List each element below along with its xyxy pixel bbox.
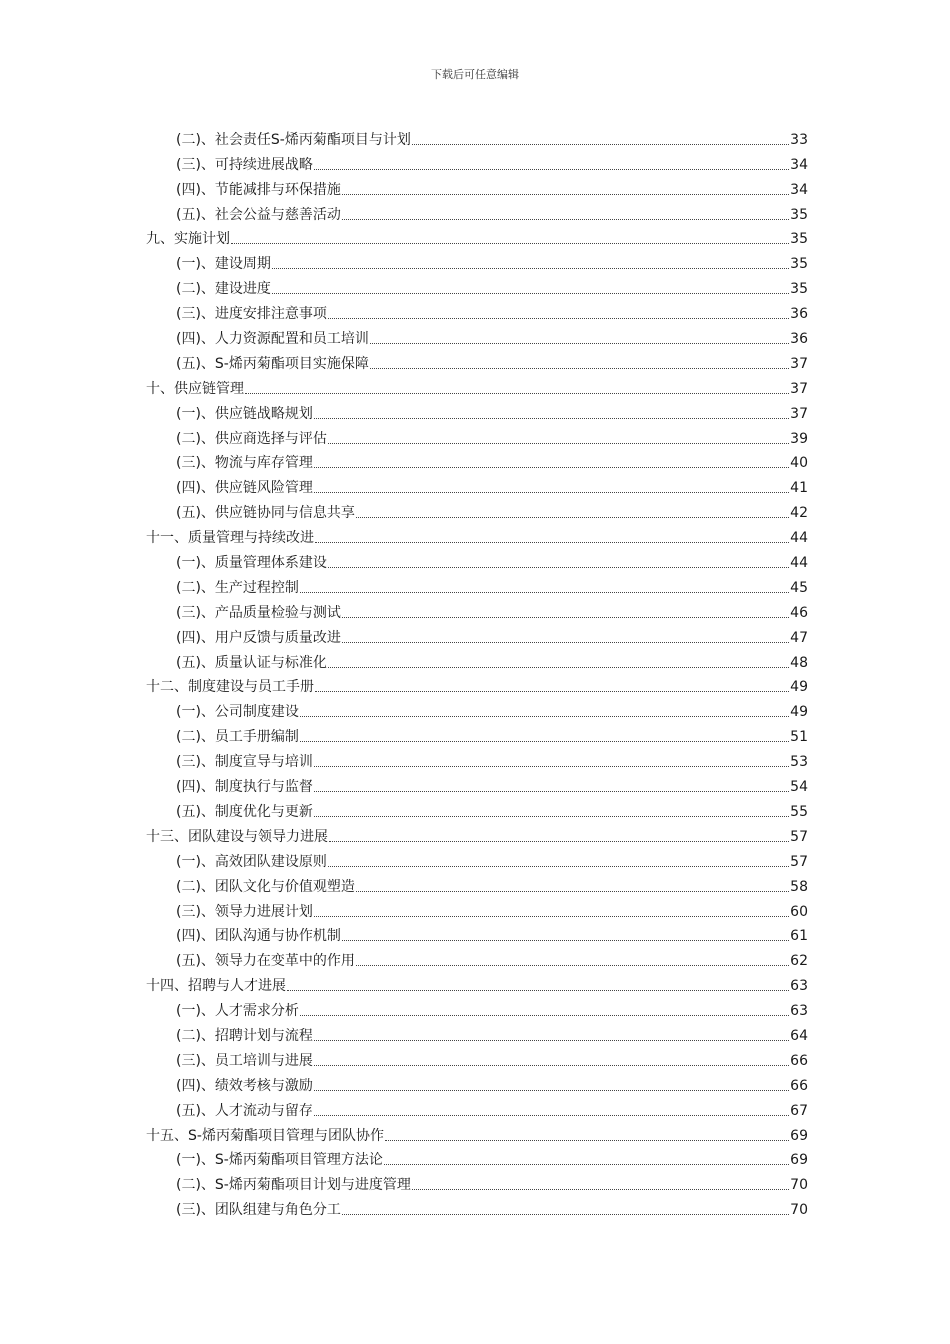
toc-chapter-entry[interactable] bbox=[146, 1120, 808, 1145]
toc-entry-title: (二)、生产过程控制 bbox=[176, 579, 299, 596]
toc-page-number: 49 bbox=[790, 704, 808, 721]
toc-entry-title: (五)、质量认证与标准化 bbox=[176, 654, 327, 671]
toc-page-number: 45 bbox=[790, 579, 808, 596]
toc-entry-title: (三)、制度宣导与培训 bbox=[176, 754, 313, 771]
toc-section-entry[interactable] bbox=[146, 1070, 808, 1095]
toc-section-entry[interactable] bbox=[146, 572, 808, 597]
toc-entry-title: (三)、物流与库存管理 bbox=[176, 455, 313, 472]
toc-page-number: 70 bbox=[790, 1177, 808, 1194]
toc-section-entry[interactable] bbox=[146, 423, 808, 448]
toc-entry-title: (二)、员工手册编制 bbox=[176, 729, 299, 746]
toc-dot-leader bbox=[342, 194, 789, 195]
toc-dot-leader bbox=[384, 1164, 789, 1165]
toc-section-entry[interactable] bbox=[146, 398, 808, 423]
toc-page-number: 49 bbox=[790, 679, 808, 696]
toc-section-entry[interactable] bbox=[146, 1169, 808, 1194]
toc-page-number: 48 bbox=[790, 654, 808, 671]
toc-dot-leader bbox=[412, 1189, 789, 1190]
toc-entry-title: (二)、建设进度 bbox=[176, 281, 271, 298]
toc-dot-leader bbox=[300, 716, 789, 717]
toc-dot-leader bbox=[272, 268, 789, 269]
toc-page-number: 47 bbox=[790, 629, 808, 646]
toc-page-number: 44 bbox=[790, 555, 808, 572]
toc-entry-title: (二)、S-烯丙菊酯项目计划与进度管理 bbox=[176, 1177, 411, 1194]
toc-page-number: 37 bbox=[790, 355, 808, 372]
toc-page-number: 33 bbox=[790, 131, 808, 148]
toc-dot-leader bbox=[342, 940, 789, 941]
toc-entry-title: (二)、招聘计划与流程 bbox=[176, 1027, 313, 1044]
toc-section-entry[interactable] bbox=[146, 323, 808, 348]
toc-section-entry[interactable] bbox=[146, 298, 808, 323]
toc-section-entry[interactable] bbox=[146, 348, 808, 373]
toc-section-entry[interactable] bbox=[146, 647, 808, 672]
toc-dot-leader bbox=[231, 243, 789, 244]
toc-entry-title: (四)、用户反馈与质量改进 bbox=[176, 629, 341, 646]
toc-entry-title: (四)、团队沟通与协作机制 bbox=[176, 928, 341, 945]
toc-page-number: 66 bbox=[790, 1077, 808, 1094]
toc-page-number: 36 bbox=[790, 331, 808, 348]
toc-entry-title: (三)、员工培训与进展 bbox=[176, 1052, 313, 1069]
toc-section-entry[interactable] bbox=[146, 622, 808, 647]
toc-dot-leader bbox=[356, 965, 789, 966]
toc-section-entry[interactable] bbox=[146, 1045, 808, 1070]
toc-entry-title: (二)、团队文化与价值观塑造 bbox=[176, 878, 355, 895]
toc-chapter-entry[interactable] bbox=[146, 224, 808, 249]
toc-section-entry[interactable] bbox=[146, 1145, 808, 1170]
toc-entry-title: (一)、建设周期 bbox=[176, 256, 271, 273]
toc-dot-leader bbox=[314, 418, 789, 419]
toc-page-number: 35 bbox=[790, 256, 808, 273]
toc-dot-leader bbox=[315, 542, 789, 543]
toc-section-entry[interactable] bbox=[146, 174, 808, 199]
toc-chapter-entry[interactable] bbox=[146, 821, 808, 846]
toc-entry-title: (一)、人才需求分析 bbox=[176, 1003, 299, 1020]
toc-entry-title: (三)、可持续进展战略 bbox=[176, 156, 313, 173]
toc-chapter-entry[interactable] bbox=[146, 970, 808, 995]
toc-entry-title: 十四、招聘与人才进展 bbox=[146, 978, 286, 995]
toc-section-entry[interactable] bbox=[146, 1020, 808, 1045]
toc-page-number: 44 bbox=[790, 530, 808, 547]
toc-section-entry[interactable] bbox=[146, 945, 808, 970]
toc-entry-title: (三)、产品质量检验与测试 bbox=[176, 604, 341, 621]
toc-entry-title: 十三、团队建设与领导力进展 bbox=[146, 828, 328, 845]
toc-dot-leader bbox=[314, 916, 789, 917]
toc-page-number: 57 bbox=[790, 853, 808, 870]
toc-section-entry[interactable] bbox=[146, 273, 808, 298]
toc-page-number: 34 bbox=[790, 156, 808, 173]
toc-page-number: 69 bbox=[790, 1127, 808, 1144]
toc-section-entry[interactable] bbox=[146, 149, 808, 174]
toc-page-number: 54 bbox=[790, 779, 808, 796]
toc-dot-leader bbox=[385, 1140, 789, 1141]
toc-dot-leader bbox=[314, 1065, 789, 1066]
toc-page-number: 35 bbox=[790, 231, 808, 248]
toc-section-entry[interactable] bbox=[146, 597, 808, 622]
toc-section-entry[interactable] bbox=[146, 746, 808, 771]
toc-section-entry[interactable] bbox=[146, 547, 808, 572]
toc-entry-title: (三)、领导力进展计划 bbox=[176, 903, 313, 920]
toc-page-number: 37 bbox=[790, 380, 808, 397]
toc-dot-leader bbox=[314, 1040, 789, 1041]
toc-entry-title: (五)、供应链协同与信息共享 bbox=[176, 505, 355, 522]
toc-dot-leader bbox=[314, 1090, 789, 1091]
toc-entry-title: 十二、制度建设与员工手册 bbox=[146, 679, 314, 696]
toc-section-entry[interactable] bbox=[146, 497, 808, 522]
toc-entry-title: (一)、质量管理体系建设 bbox=[176, 555, 327, 572]
toc-section-entry[interactable] bbox=[146, 124, 808, 149]
toc-dot-leader bbox=[314, 766, 789, 767]
toc-dot-leader bbox=[328, 318, 789, 319]
toc-entry-title: (四)、绩效考核与激励 bbox=[176, 1077, 313, 1094]
toc-entry-title: (一)、供应链战略规划 bbox=[176, 405, 313, 422]
toc-section-entry[interactable] bbox=[146, 472, 808, 497]
toc-page-number: 35 bbox=[790, 206, 808, 223]
toc-chapter-entry[interactable] bbox=[146, 672, 808, 697]
toc-entry-title: (五)、社会公益与慈善活动 bbox=[176, 206, 341, 223]
toc-dot-leader bbox=[342, 642, 789, 643]
toc-dot-leader bbox=[328, 667, 789, 668]
toc-entry-title: (四)、供应链风险管理 bbox=[176, 480, 313, 497]
toc-entry-title: (一)、高效团队建设原则 bbox=[176, 853, 327, 870]
toc-dot-leader bbox=[342, 1214, 789, 1215]
toc-page-number: 64 bbox=[790, 1027, 808, 1044]
toc-section-entry[interactable] bbox=[146, 871, 808, 896]
toc-dot-leader bbox=[314, 816, 789, 817]
toc-dot-leader bbox=[329, 841, 789, 842]
toc-entry-title: (五)、制度优化与更新 bbox=[176, 803, 313, 820]
toc-page-number: 51 bbox=[790, 729, 808, 746]
toc-section-entry[interactable] bbox=[146, 721, 808, 746]
toc-entry-title: (一)、公司制度建设 bbox=[176, 704, 299, 721]
toc-dot-leader bbox=[342, 219, 789, 220]
toc-page-number: 37 bbox=[790, 405, 808, 422]
toc-section-entry[interactable] bbox=[146, 771, 808, 796]
toc-entry-title: (三)、进度安排注意事项 bbox=[176, 306, 327, 323]
toc-entry-title: 十一、质量管理与持续改进 bbox=[146, 530, 314, 547]
toc-page-number: 63 bbox=[790, 978, 808, 995]
toc-page-number: 40 bbox=[790, 455, 808, 472]
toc-page-number: 46 bbox=[790, 604, 808, 621]
toc-page-number: 70 bbox=[790, 1202, 808, 1219]
toc-page-number: 41 bbox=[790, 480, 808, 497]
toc-entry-title: 十五、S-烯丙菊酯项目管理与团队协作 bbox=[146, 1127, 384, 1144]
toc-page-number: 61 bbox=[790, 928, 808, 945]
toc-dot-leader bbox=[370, 343, 789, 344]
toc-entry-title: (一)、S-烯丙菊酯项目管理方法论 bbox=[176, 1152, 383, 1169]
toc-page-number: 58 bbox=[790, 878, 808, 895]
toc-dot-leader bbox=[314, 467, 789, 468]
toc-dot-leader bbox=[328, 866, 789, 867]
toc-entry-title: (三)、团队组建与角色分工 bbox=[176, 1202, 341, 1219]
toc-section-entry[interactable] bbox=[146, 796, 808, 821]
toc-section-entry[interactable] bbox=[146, 921, 808, 946]
toc-page-number: 57 bbox=[790, 828, 808, 845]
toc-dot-leader bbox=[287, 990, 789, 991]
toc-dot-leader bbox=[314, 1115, 789, 1116]
toc-dot-leader bbox=[314, 169, 789, 170]
toc-section-entry[interactable] bbox=[146, 896, 808, 921]
page-header: 下载后可任意编辑 bbox=[431, 68, 519, 81]
toc-section-entry[interactable] bbox=[146, 696, 808, 721]
toc-dot-leader bbox=[370, 368, 789, 369]
toc-entry-title: (四)、节能减排与环保措施 bbox=[176, 181, 341, 198]
toc-dot-leader bbox=[356, 517, 789, 518]
toc-dot-leader bbox=[300, 592, 789, 593]
toc-dot-leader bbox=[342, 617, 789, 618]
table-of-contents bbox=[146, 124, 808, 1219]
toc-entry-title: 十、供应链管理 bbox=[146, 380, 244, 397]
toc-dot-leader bbox=[412, 144, 789, 145]
toc-dot-leader bbox=[315, 691, 789, 692]
toc-section-entry[interactable] bbox=[146, 199, 808, 224]
toc-entry-title: (二)、社会责任S-烯丙菊酯项目与计划 bbox=[176, 131, 411, 148]
toc-page-number: 36 bbox=[790, 306, 808, 323]
toc-entry-title: (四)、制度执行与监督 bbox=[176, 779, 313, 796]
toc-page-number: 66 bbox=[790, 1052, 808, 1069]
toc-page-number: 34 bbox=[790, 181, 808, 198]
toc-section-entry[interactable] bbox=[146, 995, 808, 1020]
toc-page-number: 62 bbox=[790, 953, 808, 970]
toc-section-entry[interactable] bbox=[146, 1194, 808, 1219]
toc-chapter-entry[interactable] bbox=[146, 373, 808, 398]
toc-page-number: 63 bbox=[790, 1003, 808, 1020]
toc-dot-leader bbox=[272, 293, 789, 294]
toc-dot-leader bbox=[314, 791, 789, 792]
toc-dot-leader bbox=[300, 741, 789, 742]
toc-page-number: 55 bbox=[790, 803, 808, 820]
toc-entry-title: (五)、人才流动与留存 bbox=[176, 1102, 313, 1119]
toc-dot-leader bbox=[356, 891, 789, 892]
toc-section-entry[interactable] bbox=[146, 248, 808, 273]
toc-entry-title: (四)、人力资源配置和员工培训 bbox=[176, 331, 369, 348]
toc-dot-leader bbox=[314, 492, 789, 493]
toc-dot-leader bbox=[300, 1015, 789, 1016]
toc-entry-title: (五)、领导力在变革中的作用 bbox=[176, 953, 355, 970]
toc-page-number: 39 bbox=[790, 430, 808, 447]
toc-dot-leader bbox=[328, 567, 789, 568]
toc-page-number: 69 bbox=[790, 1152, 808, 1169]
toc-chapter-entry[interactable] bbox=[146, 522, 808, 547]
toc-entry-title: (二)、供应商选择与评估 bbox=[176, 430, 327, 447]
toc-section-entry[interactable] bbox=[146, 448, 808, 473]
toc-page-number: 60 bbox=[790, 903, 808, 920]
toc-dot-leader bbox=[245, 393, 789, 394]
toc-page-number: 53 bbox=[790, 754, 808, 771]
toc-entry-title: (五)、S-烯丙菊酯项目实施保障 bbox=[176, 355, 369, 372]
toc-section-entry[interactable] bbox=[146, 846, 808, 871]
toc-page-number: 67 bbox=[790, 1102, 808, 1119]
toc-entry-title: 九、实施计划 bbox=[146, 231, 230, 248]
toc-section-entry[interactable] bbox=[146, 1095, 808, 1120]
toc-dot-leader bbox=[328, 443, 789, 444]
toc-page-number: 42 bbox=[790, 505, 808, 522]
toc-page-number: 35 bbox=[790, 281, 808, 298]
